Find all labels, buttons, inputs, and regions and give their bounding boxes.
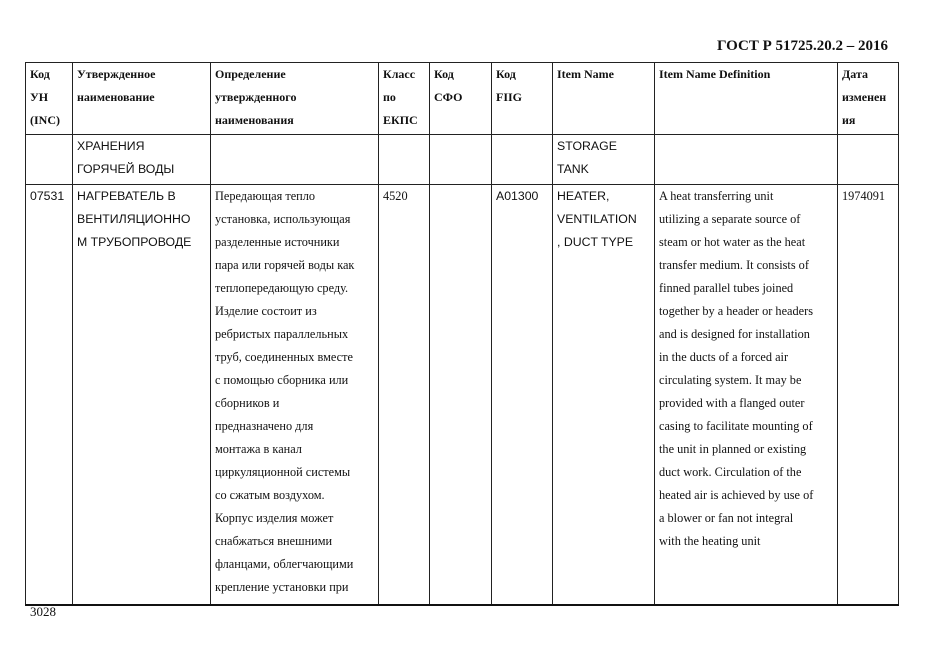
cell-code (26, 135, 73, 185)
cell-class (379, 135, 430, 185)
cell-definition (211, 135, 379, 185)
header-line: Дата (842, 67, 868, 81)
cell-text-line: transfer medium. It consists of (659, 258, 809, 272)
cell-text-line: STORAGE (557, 139, 617, 153)
header-class-ekps (379, 63, 430, 135)
table-row (26, 135, 899, 185)
cell-text-line: with the heating unit (659, 534, 761, 548)
cell-date (838, 135, 899, 185)
cell-text-line: VENTILATION (557, 212, 637, 226)
header-item-name-definition (655, 63, 838, 135)
cell-text-line: a blower or fan not integral (659, 511, 794, 525)
cell-text-line: циркуляционной системы (215, 465, 351, 479)
header-line: Item Name Definition (659, 67, 771, 81)
cell-text-line: снабжаться внешними (215, 534, 333, 548)
cell-date (838, 185, 899, 605)
header-code-un (26, 63, 73, 135)
cell-text-line: A heat transferring unit (659, 189, 774, 203)
page-number: 3028 (30, 604, 56, 619)
cell-text-line: the unit in planned or existing (659, 442, 807, 456)
cell-text-line: фланцами, облегчающими (215, 557, 354, 571)
cell-text-line: труб, соединенных вместе (215, 350, 353, 364)
cell-text-line: circulating system. It may be (659, 373, 802, 387)
header-line: FIIG (496, 90, 523, 104)
cell-text-line: A01300 (496, 189, 539, 203)
cell-approved-name (73, 135, 211, 185)
cell-text-line: М ТРУБОПРОВОДЕ (77, 235, 192, 249)
cell-text-line: utilizing a separate source of (659, 212, 801, 226)
cell-text-line: provided with a flanged outer (659, 396, 805, 410)
header-item-name (553, 63, 655, 135)
cell-text-line: с помощью сборника или (215, 373, 349, 387)
cell-text-line: Корпус изделия может (215, 511, 334, 525)
cell-text-line: ХРАНЕНИЯ (77, 139, 145, 153)
header-line: (INC) (30, 113, 60, 127)
cell-text-line: in the ducts of a forced air (659, 350, 789, 364)
cell-text-line: and is designed for installation (659, 327, 810, 341)
header-line: Класс (383, 67, 416, 81)
cell-item-definition (655, 185, 838, 605)
cell-text-line: 1974091 (842, 189, 886, 203)
cell-fiig (492, 135, 553, 185)
cell-text-line: пара или горячей воды как (215, 258, 355, 272)
cell-text-line: finned parallel tubes joined (659, 281, 794, 295)
cell-text-line: разделенные источники (215, 235, 340, 249)
cell-sfo (430, 185, 492, 605)
cell-text-line: duct work. Circulation of the (659, 465, 802, 479)
cell-class (379, 185, 430, 605)
cell-text-line: установка, использующая (215, 212, 351, 226)
cell-text-line: ребристых параллельных (215, 327, 349, 341)
cell-text-line: крепление установки при (215, 580, 349, 594)
cell-text-line: Передающая тепло (215, 189, 316, 203)
cell-text-line: теплопередающую среду. (215, 281, 349, 295)
header-line: утвержденного (215, 90, 297, 104)
header-change-date (838, 63, 899, 135)
cell-text-line: TANK (557, 162, 589, 176)
cell-text-line: ВЕНТИЛЯЦИОННО (77, 212, 191, 226)
header-line: Определение (215, 67, 286, 81)
cell-text-line: 07531 (30, 189, 65, 203)
header-line: ия (842, 113, 856, 127)
header-code-sfo (430, 63, 492, 135)
header-line: наименования (215, 113, 294, 127)
cell-text-line: casing to facilitate mounting of (659, 419, 813, 433)
cell-item-name (553, 135, 655, 185)
cell-text-line: heated air is achieved by use of (659, 488, 814, 502)
header-line: Утвержденное (77, 67, 156, 81)
cell-item-definition (655, 135, 838, 185)
cell-text-line: 4520 (383, 189, 408, 203)
cell-sfo (430, 135, 492, 185)
header-definition (211, 63, 379, 135)
document-standard-title: ГОСТ Р 51725.20.2 – 2016 (716, 38, 888, 54)
cell-text-line: steam or hot water as the heat (659, 235, 806, 249)
cell-text-line: предназначено для (215, 419, 314, 433)
cell-text-line: HEATER, (557, 189, 610, 203)
table-header-row (26, 63, 899, 135)
cell-text-line: Изделие состоит из (215, 304, 317, 318)
header-line: наименование (77, 90, 155, 104)
cell-fiig (492, 185, 553, 605)
table-row (26, 185, 899, 605)
cell-text-line: сборников и (215, 396, 280, 410)
catalog-table (25, 62, 899, 606)
header-line: Код (30, 67, 50, 81)
cell-item-name (553, 185, 655, 605)
header-line: УН (30, 90, 49, 104)
cell-text-line: ГОРЯЧЕЙ ВОДЫ (77, 162, 175, 176)
header-line: Item Name (557, 67, 614, 81)
header-approved-name (73, 63, 211, 135)
cell-text-line: монтажа в канал (215, 442, 302, 456)
cell-approved-name (73, 185, 211, 605)
header-line: по (383, 90, 396, 104)
header-line: СФО (434, 90, 463, 104)
header-line: ЕКПС (383, 113, 418, 127)
cell-definition (211, 185, 379, 605)
cell-text-line: НАГРЕВАТЕЛЬ В (77, 189, 176, 203)
header-code-fiig (492, 63, 553, 135)
cell-text-line: , DUCT TYPE (557, 235, 634, 249)
header-line: изменен (842, 90, 887, 104)
header-line: Код (496, 67, 516, 81)
cell-text-line: together by a header or headers (659, 304, 813, 318)
header-line: Код (434, 67, 454, 81)
cell-code (26, 185, 73, 605)
cell-text-line: со сжатым воздухом. (215, 488, 325, 502)
